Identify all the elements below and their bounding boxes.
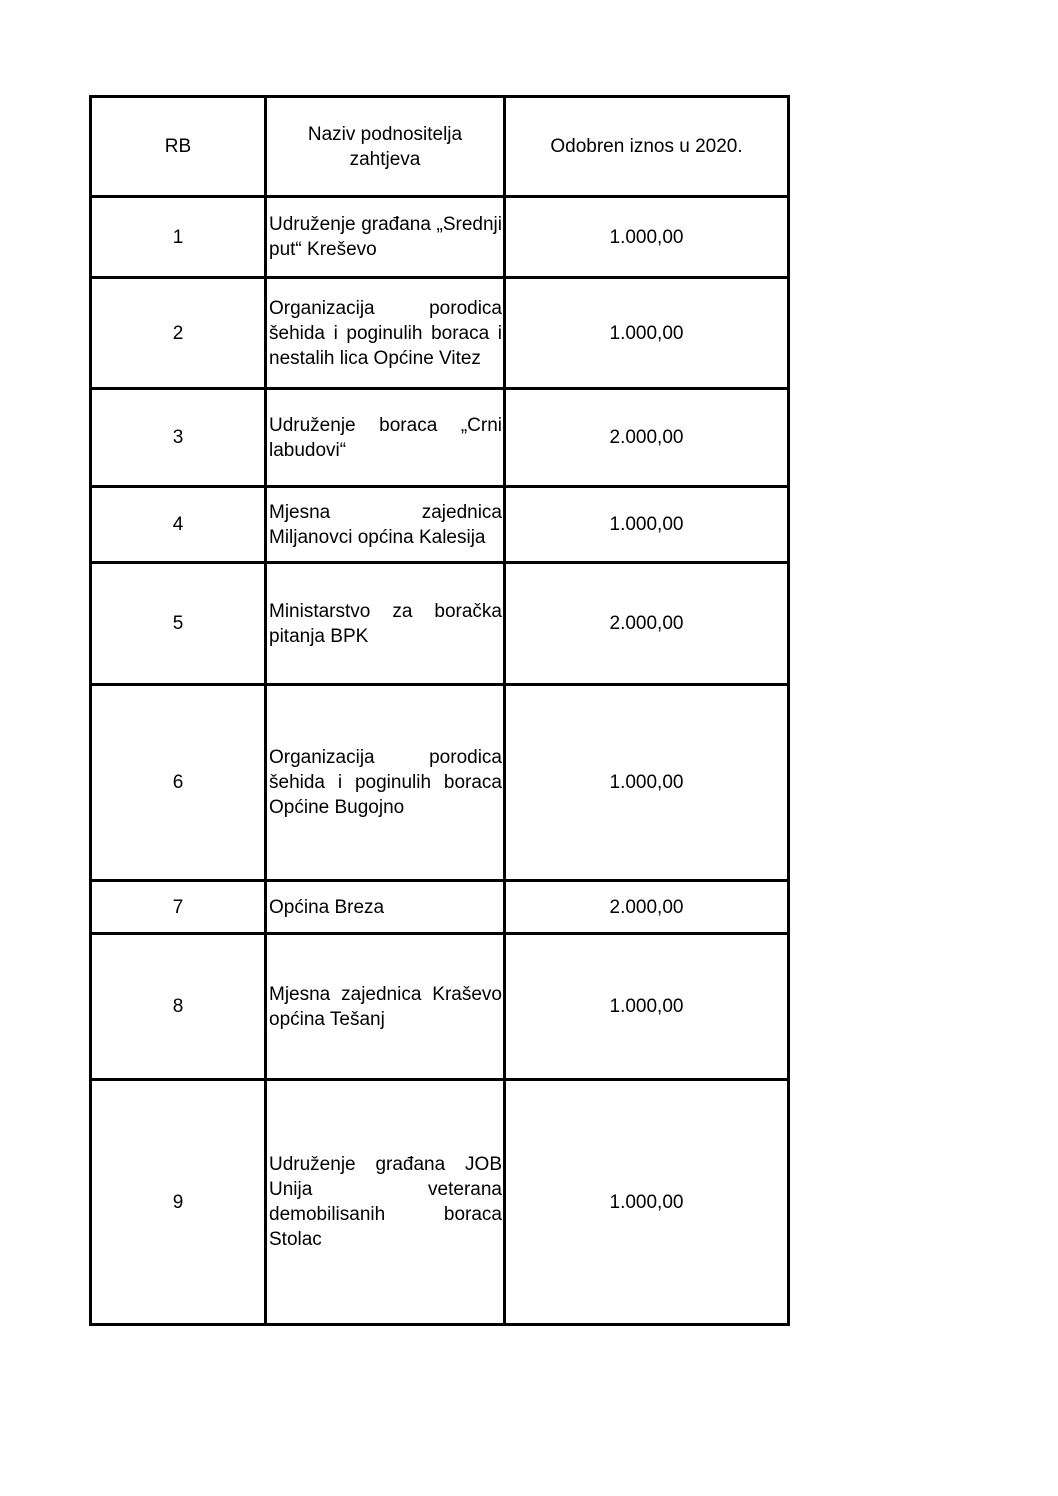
row-amount: 1.000,00 (505, 487, 789, 563)
row-name (266, 389, 505, 487)
table-row (91, 934, 789, 1080)
row-name-text: Općina Breza (269, 896, 385, 918)
table-row (91, 197, 789, 278)
table-row (91, 1080, 789, 1325)
row-name-text: Organizacija porodica šehida i poginulih boraca i nestalih lica Općine Vitez (269, 297, 502, 369)
row-name (266, 685, 505, 881)
row-name (266, 1080, 505, 1325)
row-amount: 1.000,00 (505, 278, 789, 389)
row-rb: 8 (91, 934, 266, 1080)
row-rb: 1 (91, 197, 266, 278)
row-name (266, 563, 505, 685)
row-amount: 2.000,00 (505, 563, 789, 685)
table-row (91, 278, 789, 389)
row-rb: 9 (91, 1080, 266, 1325)
row-name-text: Mjesna zajednica Kraševo općina Tešanj (269, 983, 502, 1030)
table-row (91, 389, 789, 487)
row-rb: 5 (91, 563, 266, 685)
table-row (91, 881, 789, 934)
row-rb: 7 (91, 881, 266, 934)
row-name-text: Udruženje građana „Srednji put“ Kreševo (269, 214, 502, 260)
row-amount: 1.000,00 (505, 685, 789, 881)
row-name-text: Organizacija porodica šehida i poginulih boraca Općine Bugojno (269, 747, 502, 818)
row-name (266, 278, 505, 389)
row-amount: 1.000,00 (505, 1080, 789, 1325)
row-name (266, 197, 505, 278)
row-rb: 2 (91, 278, 266, 389)
row-name-text: Ministarstvo za boračka pitanja BPK (269, 600, 502, 647)
row-name (266, 881, 505, 934)
header-name (266, 97, 505, 197)
table-header-row (91, 97, 789, 197)
row-amount: 2.000,00 (505, 389, 789, 487)
header-amount: Odobren iznos u 2020. (505, 97, 789, 197)
table-row (91, 685, 789, 881)
row-name (266, 487, 505, 563)
row-name-text: Udruženje građana JOB Unija veterana demobilisanih boraca Stolac (269, 1154, 502, 1250)
row-amount: 1.000,00 (505, 197, 789, 278)
grants-table (89, 95, 790, 1326)
header-rb: RB (91, 97, 266, 197)
row-amount: 2.000,00 (505, 881, 789, 934)
row-rb: 3 (91, 389, 266, 487)
row-rb: 4 (91, 487, 266, 563)
table-row (91, 487, 789, 563)
header-name-text: Naziv podnositelja zahtjeva (307, 123, 463, 170)
row-name-text: Mjesna zajednica Miljanovci općina Kalesija (269, 501, 502, 548)
row-name (266, 934, 505, 1080)
table-row (91, 563, 789, 685)
row-amount: 1.000,00 (505, 934, 789, 1080)
row-name-text: Udruženje boraca „Crni labudovi“ (269, 414, 502, 461)
row-rb: 6 (91, 685, 266, 881)
